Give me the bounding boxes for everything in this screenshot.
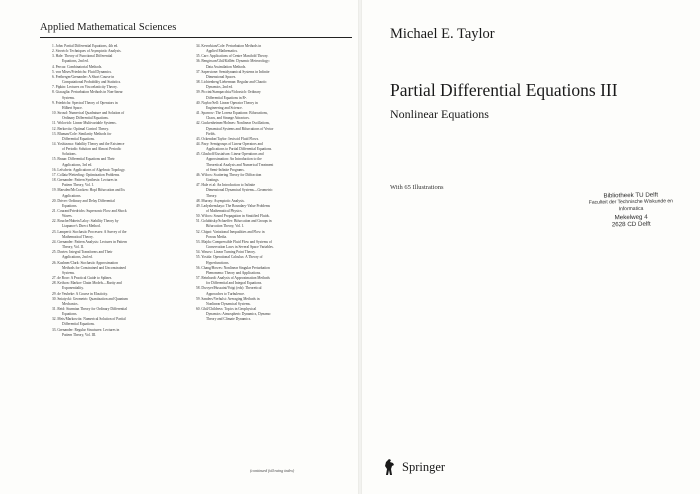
series-entry: Applied Mathematics. — [206, 49, 238, 54]
series-entry: 24. Grenander: Pattern Analysis: Lectures in Pattern — [52, 239, 127, 244]
series-entry: Approaches to Turbulence. — [206, 291, 245, 296]
series-entry: Mathematical Theory. — [62, 234, 94, 239]
series-entry: Theory. — [206, 193, 218, 198]
series-entry: 59. Sanders/Verhulst: Averaging Methods in — [196, 296, 260, 301]
series-list-left-column — [52, 44, 194, 338]
series-entry: Ordinary Differential Equations. — [62, 116, 109, 121]
series-entry: Mechanics. — [62, 301, 79, 306]
stamp-line: Mekelweg 4 — [614, 213, 648, 221]
series-entry: 7. Pipkin: Lectures on Viscoelasticity Theory. — [52, 85, 118, 90]
series-entry: Computational Probability and Statistics. — [62, 80, 122, 85]
series-entry: Equations. — [62, 203, 78, 208]
publisher-imprint — [382, 458, 445, 476]
series-entry: 15. Braun: Differential Equations and Their — [52, 157, 115, 162]
library-stamp — [576, 191, 687, 229]
series-entry: Systems. — [62, 270, 75, 275]
series-entry: Hilbert Space. — [62, 105, 83, 110]
series-entry: 42. Guckenheimer/Holmes: Nonlinear Oscillations, — [196, 121, 270, 126]
series-entry: 19. Marsden/McCracken: Hopf Bifurcation and Its — [52, 188, 125, 193]
series-entry: Chaos, and Strange Attractors. — [206, 116, 250, 121]
series-entry: 8. Giacaglia: Perturbation Methods in Non-linear — [52, 90, 123, 95]
series-entry: Systems. — [62, 95, 75, 100]
series-entry: Nonlinear Dynamical Systems. — [206, 301, 251, 306]
series-entry: 10. Stroud: Numerical Quadrature and Solution of — [52, 111, 125, 116]
series-entry: Dynamics, 2nd ed. — [206, 85, 233, 90]
series-entry: 60. Ghil/Childress: Topics in Geophysical — [196, 306, 257, 311]
series-entry: 44. Pazy: Semigroups of Linear Operators and — [196, 141, 263, 146]
header-rule — [40, 37, 352, 38]
series-entry: Solutions. — [62, 152, 77, 157]
springer-horse-icon — [382, 458, 396, 476]
series-entry: Equations, 2nd ed. — [62, 59, 89, 64]
stamp-line: 2628 CD Delft — [611, 220, 651, 229]
series-entry: of Periodic Solution and Almost Periodic — [62, 147, 122, 152]
series-entry: Applications to Partial Differential Equations. — [206, 147, 273, 152]
series-entry: Conservation Laws in Several Space Variables. — [206, 245, 274, 250]
series-entry: 38. Lichtenberg/Lieberman: Regular and Chaotic — [196, 80, 267, 85]
series-entry: 53. Majda: Compressible Fluid Flow and Systems of — [196, 239, 272, 244]
series-entry: Dynamics: Atmospheric Dynamics, Dynamo — [206, 312, 271, 317]
series-list-right-column — [196, 44, 338, 322]
series-entry: Data Assimilation Methods. — [206, 64, 247, 69]
series-entry: 56. Chang/Howes: Nonlinear Singular Perturbation — [196, 265, 270, 270]
series-entry: 6. Freiberger/Grenander: A Short Course in — [52, 74, 115, 79]
series-entry: 51. Golubitsky/Schaeffer: Bifurcation and Groups in — [196, 219, 272, 224]
book-title: Partial Differential Equations III — [390, 80, 618, 100]
series-entry: 50. Wilcox: Sound Propagation in Stratified Fluids. — [196, 214, 270, 219]
series-entry: Phenomena: Theory and Applications. — [206, 270, 262, 275]
series-entry: Applications, 3rd ed. — [62, 162, 93, 167]
series-entry: 35. Carr: Applications of Centre Manifold Theory. — [196, 54, 269, 59]
series-entry: 43. Ockendon/Taylor: Inviscid Fluid Flows. — [196, 136, 260, 141]
series-entry: 12. Berkovitz: Optimal Control Theory. — [52, 126, 109, 131]
series-entry: 21. Courant/Friedrichs: Supersonic Flow and Shock — [52, 209, 127, 213]
series-entry: Engineering and Science. — [206, 105, 243, 110]
series-entry: Bifurcation Theory, Vol. I. — [206, 224, 244, 229]
series-entry: 25. Davies: Integral Transforms and Their — [52, 250, 113, 255]
series-entry: 16. Lefschetz: Applications of Algebraic Topology. — [52, 167, 126, 172]
series-entry: Gratings. — [206, 178, 220, 183]
author-name: Michael E. Taylor — [390, 26, 495, 42]
series-entry: 22. Rouche/Habets/Laloy: Stability Theory by — [52, 219, 119, 224]
series-entry: of Mathematical Physics. — [206, 209, 243, 213]
series-entry: Liapunov's Direct Method. — [62, 224, 101, 229]
series-entry: 49. Ladyzhenskaya: The Boundary-Value Problems — [196, 203, 271, 208]
continued-note: (continued following index) — [250, 468, 295, 473]
series-entry: 36. Bengtsson/Ghil/Källén: Dynamic Meteorology: — [196, 59, 270, 64]
series-entry: 29. de Veubeke: A Course in Elasticity. — [52, 291, 108, 296]
series-title: Applied Mathematical Sciences — [40, 22, 177, 33]
series-entry: 45. Glashoff/Gustafson: Linear Operations and — [196, 152, 264, 157]
series-entry: Waves. — [62, 214, 73, 219]
series-entry: 30. Sniatycki: Geometric Quantization and Quantum — [52, 296, 128, 301]
series-entry: 14. Yoshizawa: Stability Theory and the Existence — [52, 141, 125, 146]
series-entry: 58. Dwoyer/Hussaini/Voigt (eds): Theoretical — [196, 286, 262, 291]
series-entry: 26. Kushner/Clark: Stochastic Approximation — [52, 260, 118, 265]
series-entry: 17. Collatz/Wetterling: Optimization Problems. — [52, 172, 121, 177]
series-entry: 48. Murray: Asymptotic Analysis. — [196, 198, 245, 203]
series-entry: 46. Wilcox: Scattering Theory for Diffraction — [196, 172, 262, 177]
series-entry: Hyperfunctions. — [206, 260, 230, 265]
series-entry: Dynamical Systems and Bifurcations of Vector — [206, 126, 274, 131]
series-entry: 11. Wolovich: Linear Multivariable Systems. — [52, 121, 117, 126]
series-entry: 40. Naylor/Sell: Linear Operator Theory in — [196, 100, 258, 105]
series-entry: Differential Equations. — [62, 136, 95, 141]
series-entry: Approximation: An Introduction to the — [206, 157, 262, 162]
series-entry: Dimensional Dynamical Systems—Geometric — [206, 188, 273, 193]
stamp-line: Bibliotheek TU Delft — [603, 191, 659, 200]
series-entry: Dimensional Spaces. — [206, 74, 237, 79]
series-entry: 18. Grenander: Pattern Synthesis: Lectures in — [52, 178, 118, 183]
series-entry: 27. de Boor: A Practical Guide to Splines. — [52, 276, 113, 281]
series-entry: Pattern Theory, Vol. III. — [62, 332, 97, 337]
series-entry: 2. Sirovich: Techniques of Asymptotic Analysis. — [52, 49, 122, 54]
series-entry: for Differential and Integral Equations. — [206, 281, 263, 286]
series-entry: Fields. — [206, 131, 216, 136]
series-entry: 41. Sparrow: The Lorenz Equations: Bifurcations, — [196, 111, 268, 116]
series-entry: Exponentiality. — [62, 286, 84, 291]
series-entry: 1. John: Partial Differential Equations, 4th ed. — [52, 44, 119, 48]
series-entry: Differential Equations. — [62, 322, 95, 327]
series-entry: 23. Lamperti: Stochastic Processes: A Survey of the — [52, 229, 127, 234]
series-entry: 3. Hale: Theory of Functional Differential — [52, 54, 113, 59]
series-entry: 47. Hale et al: An Introduction to Infinite — [196, 183, 256, 188]
series-entry: Applications, 2nd ed. — [62, 255, 93, 260]
series-entry: 31. Reid: Sturmian Theory for Ordinary Differential — [52, 306, 128, 311]
title-page — [362, 0, 700, 494]
series-entry: Theory, Vol. II. — [62, 245, 84, 250]
series-entry: 37. Saperstone: Semidynamical Systems in Infinite — [196, 69, 270, 74]
series-entry: 20. Driver: Ordinary and Delay Differential — [52, 198, 115, 203]
series-entry: 5. von Mises/Friedrichs: Fluid Dynamics. — [52, 69, 112, 74]
series-entry: Differential Equations in Rⁿ. — [206, 95, 247, 100]
stamp-line: Faculteit der Technische Wiskunde en Informatica — [588, 198, 673, 213]
series-entry: 55. Yosida: Operational Calculus: A Theory of — [196, 255, 263, 260]
series-entry: 54. Wasow: Linear Turning Point Theory. — [196, 250, 256, 255]
series-entry: 32. Meis/Markowitz: Numerical Solution of Partial — [52, 317, 126, 322]
series-entry: 13. Bluman/Cole: Similarity Methods for — [52, 131, 112, 136]
series-entry: Methods for Constrained and Unconstrained — [62, 265, 126, 270]
series-entry: Theoretical Analysis and Numerical Treatment — [206, 162, 274, 167]
illustrations-note: With 65 Illustrations — [390, 184, 444, 191]
series-entry: 57. Reinhardt: Analysis of Approximation Methods — [196, 276, 270, 281]
series-entry: Porous Media. — [206, 234, 227, 239]
series-entry: 52. Chipot: Variational Inequalities and Flow in — [196, 229, 265, 234]
series-entry: Applications. — [62, 193, 82, 198]
series-entry: Pattern Theory, Vol. I. — [62, 183, 94, 188]
series-entry: 9. Friedrichs: Spectral Theory of Operators in — [52, 100, 118, 105]
series-entry: 33. Grenander: Regular Structures: Lectures in — [52, 327, 120, 332]
series-entry: of Semi-Infinite Programs. — [206, 167, 245, 172]
series-entry: Theory and Climate Dynamics. — [206, 317, 252, 322]
series-entry: 28. Keilson: Markov Chain Models—Rarity and — [52, 281, 122, 286]
series-entry: 34. Kevorkian/Cole: Perturbation Methods in — [196, 44, 262, 48]
series-entry: 4. Percus: Combinatorial Methods. — [52, 64, 103, 69]
publisher-name: Springer — [402, 459, 446, 474]
series-entry: Equations. — [62, 312, 78, 317]
book-subtitle: Nonlinear Equations — [390, 107, 489, 121]
series-entry: 39. Piccini/Stampacchia/Vidossich: Ordinary — [196, 90, 261, 95]
